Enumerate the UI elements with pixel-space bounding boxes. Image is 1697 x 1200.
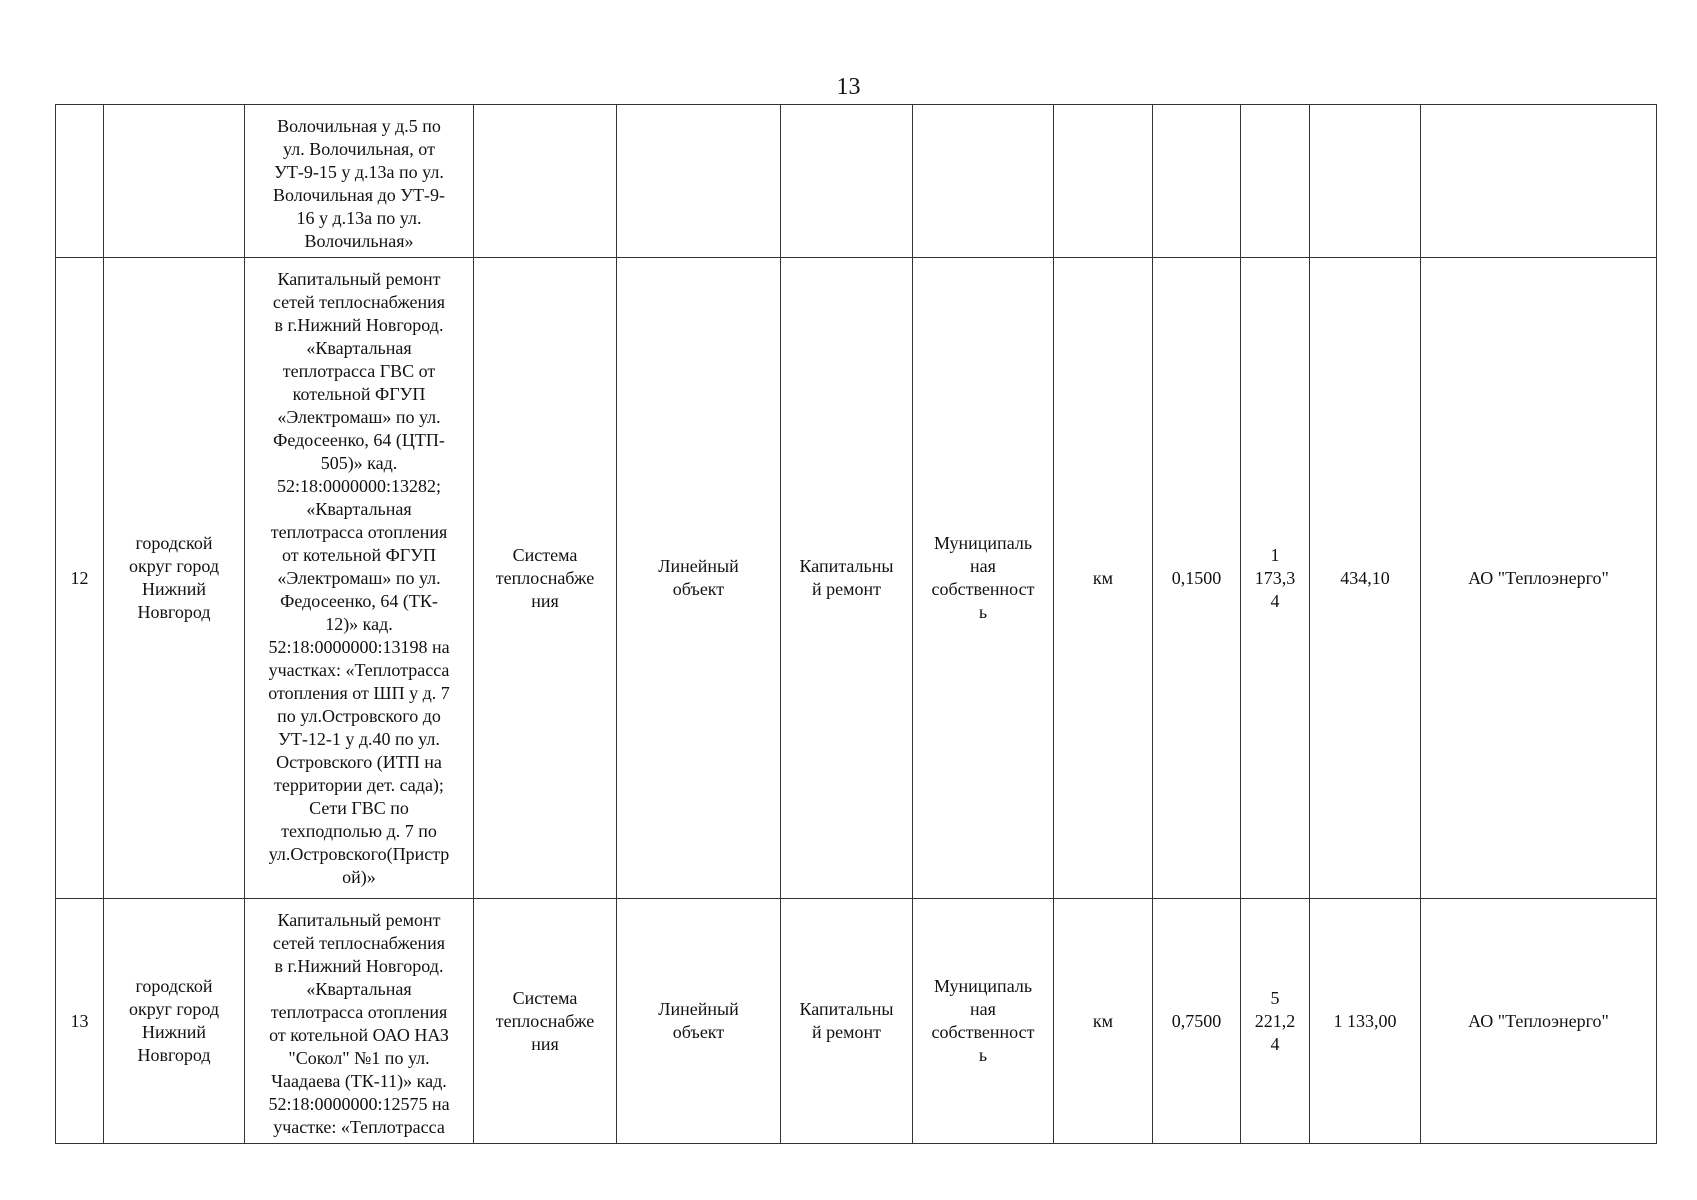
municipality-cell: городской округ город Нижний Новгород bbox=[104, 258, 245, 899]
object-type-cell: Линейный объект bbox=[617, 899, 781, 1144]
page-number: 13 bbox=[836, 74, 861, 100]
unit-cell: км bbox=[1054, 258, 1153, 899]
object-type-cell: Линейный объект bbox=[617, 258, 781, 899]
organization-cell: АО "Теплоэнерго" bbox=[1421, 258, 1657, 899]
ownership-cell: Муниципаль ная собственност ь bbox=[913, 258, 1054, 899]
work-type-cell: Капитальны й ремонт bbox=[781, 899, 913, 1144]
length-cell bbox=[1153, 105, 1241, 258]
value2-cell bbox=[1310, 105, 1421, 258]
municipality-cell: городской округ город Нижний Новгород bbox=[104, 899, 245, 1144]
value2-cell: 434,10 bbox=[1310, 258, 1421, 899]
object-type-cell bbox=[617, 105, 781, 258]
row-number-cell: 12 bbox=[56, 258, 104, 899]
description-cell: Капитальный ремонт сетей теплоснабжения в г.Нижний Новгород. «Квартальная теплотрасса ГВС от котельной ФГУП «Электромаш» по ул. Федосеенко, 64 (ЦТП- 505)» кад. 52:18:0000000:13282; «Квартальная теплотрасса отопления от котельной ФГУП «Электромаш» по ул. Федосеенко, 64 (ТК- 12)» кад. 52:18:0000000:13198 на участках: «Теплотрасса отопления от ШП у д. 7 по ул.Островского до УТ-12-1 у д.40 по ул. Островского (ИТП на территории дет. сада); Сети ГВС по техподполью д. 7 по ул.Островского(Пристр ой)» bbox=[245, 258, 474, 899]
table-row bbox=[56, 105, 1657, 258]
ownership-cell: Муниципаль ная собственност ь bbox=[913, 899, 1054, 1144]
table-row bbox=[56, 258, 1657, 899]
unit-cell bbox=[1054, 105, 1153, 258]
row-number-cell bbox=[56, 105, 104, 258]
value2-cell: 1 133,00 bbox=[1310, 899, 1421, 1144]
length-cell: 0,1500 bbox=[1153, 258, 1241, 899]
system-cell bbox=[474, 105, 617, 258]
description-cell: Капитальный ремонт сетей теплоснабжения в г.Нижний Новгород. «Квартальная теплотрасса отопления от котельной ОАО НАЗ "Сокол" №1 по ул. Чаадаева (ТК-11)» кад. 52:18:0000000:12575 на участке: «Теплотрасса bbox=[245, 899, 474, 1144]
value1-cell: 5 221,2 4 bbox=[1241, 899, 1310, 1144]
unit-cell: км bbox=[1054, 899, 1153, 1144]
work-type-cell: Капитальны й ремонт bbox=[781, 258, 913, 899]
value1-cell: 1 173,3 4 bbox=[1241, 258, 1310, 899]
objects-table bbox=[55, 104, 1657, 1144]
length-cell: 0,7500 bbox=[1153, 899, 1241, 1144]
organization-cell: АО "Теплоэнерго" bbox=[1421, 899, 1657, 1144]
value1-cell bbox=[1241, 105, 1310, 258]
description-cell: Волочильная у д.5 по ул. Волочильная, от УТ-9-15 у д.13а по ул. Волочильная до УТ-9- 16 у д.13а по ул. Волочильная» bbox=[245, 105, 474, 258]
system-cell: Система теплоснабже ния bbox=[474, 899, 617, 1144]
work-type-cell bbox=[781, 105, 913, 258]
municipality-cell bbox=[104, 105, 245, 258]
organization-cell bbox=[1421, 105, 1657, 258]
ownership-cell bbox=[913, 105, 1054, 258]
table-row bbox=[56, 899, 1657, 1144]
system-cell: Система теплоснабже ния bbox=[474, 258, 617, 899]
row-number-cell: 13 bbox=[56, 899, 104, 1144]
